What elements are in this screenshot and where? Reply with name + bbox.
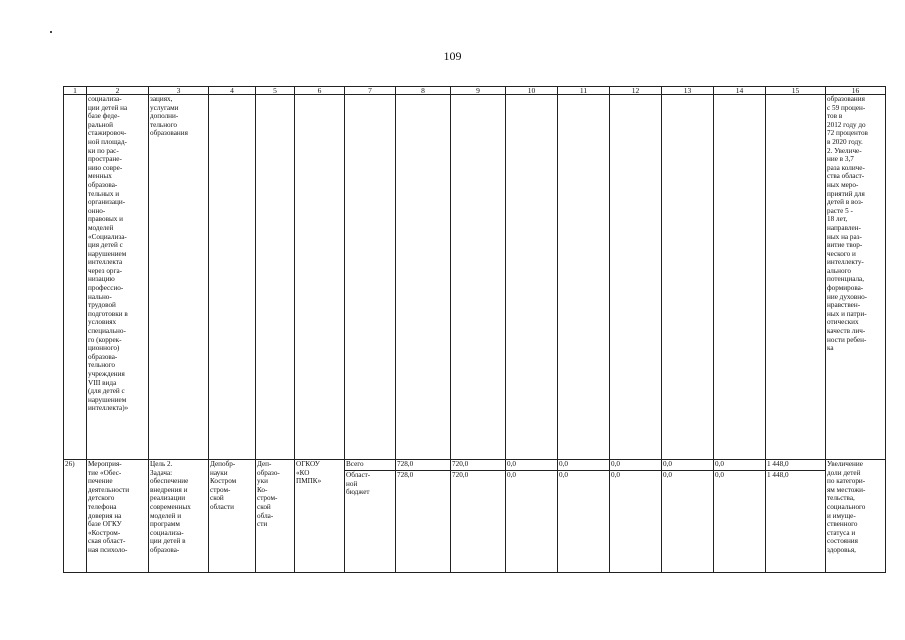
value-cell: 0,0: [662, 471, 714, 573]
column-number: 1: [64, 87, 87, 95]
column-number: 11: [558, 87, 610, 95]
activity-description-cell: социализа- ции детей на базе феде- ральной стажировоч- ной площад- ки по рас- простране- нию совре- менных образова- тельных и организаци- онно- правовых и моделей «Социализа- ция детей с нарушением интеллекта через орга- низацию профессио- нально- трудовой подготовки в условиях специально- го (коррек- ционного) образова- тельного учреждения VIII вида (для детей с нарушением интеллекта)»: [87, 95, 149, 460]
goal-cell: зациях, услугами дополни- тельного образования: [149, 95, 209, 460]
column-number: 16: [826, 87, 886, 95]
value-cell: 0,0: [610, 471, 662, 573]
table-cell: [256, 95, 295, 460]
table-row-continued: [64, 95, 886, 460]
table-cell: [714, 95, 766, 460]
expected-result-cell: Увеличение доли детей по категори- ям местожи- тельства, социального и имуще- ственного статуса и состояния здоровья,: [826, 460, 886, 573]
value-cell: 0,0: [558, 460, 610, 471]
value-cell: 1 448,0: [766, 471, 826, 573]
column-number: 15: [766, 87, 826, 95]
value-cell: 0,0: [714, 471, 766, 573]
column-number: 5: [256, 87, 295, 95]
table-cell: [506, 95, 558, 460]
column-number: 10: [506, 87, 558, 95]
value-cell: 0,0: [506, 460, 558, 471]
table-cell: [662, 95, 714, 460]
coordinator-cell: Депобр- науки Костром стром- ской области: [209, 460, 256, 573]
column-number: 13: [662, 87, 714, 95]
column-number-row: [64, 87, 886, 95]
table-cell: [451, 95, 506, 460]
table-cell: [345, 95, 396, 460]
table-cell: [64, 95, 87, 460]
page-number: 109: [443, 49, 462, 63]
budget-table: [63, 86, 886, 573]
value-cell: 0,0: [558, 471, 610, 573]
value-cell: 1 448,0: [766, 460, 826, 471]
column-number: 2: [87, 87, 149, 95]
column-number: 14: [714, 87, 766, 95]
activity-description-cell: Мероприя- тие «Обес- печение деятельности детского телефона доверия на базе ОГКУ «Костром- ская област- ная психоло-: [87, 460, 149, 573]
scan-speck: [50, 31, 52, 33]
table-cell: [209, 95, 256, 460]
row-number-cell: 26): [64, 460, 87, 573]
column-number: 12: [610, 87, 662, 95]
value-cell: 720,0: [451, 460, 506, 471]
table-cell: [610, 95, 662, 460]
table-cell: [558, 95, 610, 460]
table-row-26-total: [64, 460, 886, 471]
value-cell: 0,0: [506, 471, 558, 573]
value-cell: 728,0: [396, 460, 451, 471]
table-cell: [396, 95, 451, 460]
value-cell: 0,0: [662, 460, 714, 471]
column-number: 9: [451, 87, 506, 95]
column-number: 3: [149, 87, 209, 95]
goal-cell: Цель 2. Задача: обеспечение внедрения и реализации современных моделей и программ социализа- ции детей в образова-: [149, 460, 209, 573]
column-number: 7: [345, 87, 396, 95]
customer-cell: Деп- образо- уки Ко- стром- ской обла- сти: [256, 460, 295, 573]
table-cell: [766, 95, 826, 460]
funding-source-total: Всего: [345, 460, 396, 471]
column-number: 6: [295, 87, 345, 95]
value-cell: 728,0: [396, 471, 451, 573]
table-cell: [295, 95, 345, 460]
funding-source-regional: Област- ной бюджет: [345, 471, 396, 573]
value-cell: 720,0: [451, 471, 506, 573]
expected-result-cell: образования с 59 процен- тов в 2012 году до 72 процентов в 2020 году. 2. Увеличе- ние в 3,7 раза количе- ства област- ных меро- приятий для детей в воз- расте 5 - 18 лет, направлен- ных на раз- витие твор- ческого и интеллекту- ального потенциала, формирова- ние духовно- нравствен- ных и патри- отических качеств лич- ности ребен- ка: [826, 95, 886, 460]
value-cell: 0,0: [714, 460, 766, 471]
executor-cell: ОГКОУ «КО ПМПК»: [295, 460, 345, 573]
value-cell: 0,0: [610, 460, 662, 471]
column-number: 4: [209, 87, 256, 95]
column-number: 8: [396, 87, 451, 95]
